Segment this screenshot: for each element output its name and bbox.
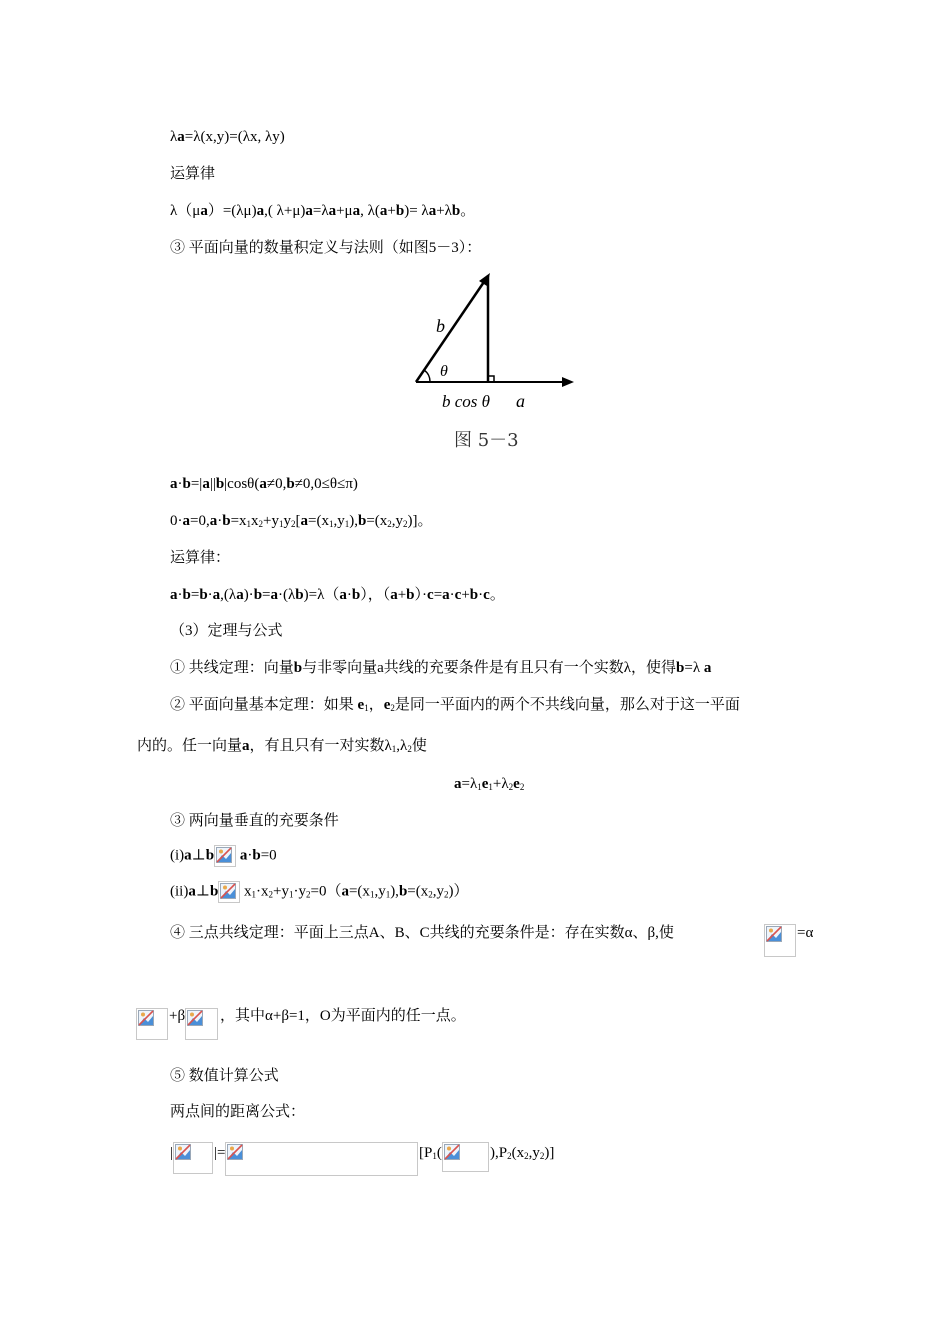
distance-p1-open: [$P_1$( (419, 1145, 442, 1161)
basis-formula: $a=\lambda_1e_1+\lambda_2e_2$ (454, 776, 525, 792)
broken-image-icon (136, 1008, 168, 1040)
section-3-heading: （3）定理与公式 (170, 623, 283, 639)
scalar-laws-line: λ（μa）=(λμ)a,( λ+μ)a=λa+μa, λ(a+b)= λa+λb。 (170, 203, 476, 219)
three-points-plus-beta: +β (169, 1008, 186, 1024)
figure-5-3 (410, 268, 580, 458)
broken-image-icon (225, 1142, 418, 1176)
label-a: a (516, 391, 525, 411)
label-theta: θ (440, 363, 448, 380)
perpendicular-condition-i: (i)a⊥b a·b=0 (170, 845, 277, 867)
distance-bar-left: | (170, 1145, 174, 1161)
label-b: b (436, 316, 445, 336)
three-points-line-2: ，其中α+β=1，O为平面内的任一点。 (220, 1008, 466, 1024)
broken-image-icon (764, 924, 796, 957)
label-bcos-theta: b cos θ (442, 392, 491, 411)
broken-image-icon (218, 881, 240, 903)
dot-laws-line: a·b=b·a,(λa)·b=a·(λb)=λ（a·b），（a+b）·c=a·c+b·c。 (170, 587, 505, 603)
perpendicular-condition-ii: (ii)a⊥b $x_1\cdot x_2+y_1\cdot y_2=0(a=(x_1,y_1),b=(x_2,y_2))$ (170, 881, 469, 903)
broken-image-icon (173, 1142, 213, 1174)
broken-image-icon (214, 845, 236, 867)
perpendicular-heading: ③ 两向量垂直的充要条件 (170, 813, 339, 829)
distance-p2: )$,P_2(x_2,y_2)$] (490, 1145, 555, 1161)
collinear-theorem-line: ① 共线定理：向量b与非零向量a共线的充要条件是有且只有一个实数λ，使得b=λ a (170, 660, 712, 676)
dot-definition-line: a·b=|a||b|cosθ(a≠0,b≠0,0≤θ≤π) (170, 476, 358, 492)
rule-label-2: 运算律： (170, 550, 231, 566)
distance-heading: 两点间的距离公式： (170, 1104, 306, 1120)
numeric-formula-heading: ⑤ 数值计算公式 (170, 1068, 279, 1084)
basis-theorem-line-1: ② 平面向量基本定理：如果 $e_1$，$e_2$是同一平面内的两个不共线向量，那么对于这一平面 (170, 697, 740, 713)
figure-caption: 图 5－3 (454, 430, 519, 451)
broken-image-icon (185, 1008, 218, 1040)
dot-coord-line: $0\cdot a=0,a\cdot b=x_1x_2+y_1y_2[a=(x_1,y_1),b=(x_2,y_2)]$。 (170, 513, 433, 529)
dot-product-heading: ③ 平面向量的数量积定义与法则（如图5－3）： (170, 240, 482, 256)
angle-arc (424, 370, 430, 382)
broken-image-icon (442, 1142, 489, 1172)
scalar-coord-line: λa=λ(x,y)=(λx, λy) (170, 129, 285, 145)
three-points-line-1: ④ 三点共线定理：平面上三点A、B、C共线的充要条件是：存在实数α、β,使 (170, 925, 674, 941)
arrowhead-a (562, 377, 574, 387)
distance-bar-equals: |= (214, 1145, 226, 1161)
three-points-equals-alpha: =α (797, 925, 814, 941)
basis-theorem-line-2: 内的。任一向量a，有且只有一对实数$\lambda_1,\lambda_2$使 (137, 738, 427, 754)
vector-b (416, 276, 488, 382)
rule-label-1: 运算律 (170, 166, 216, 182)
